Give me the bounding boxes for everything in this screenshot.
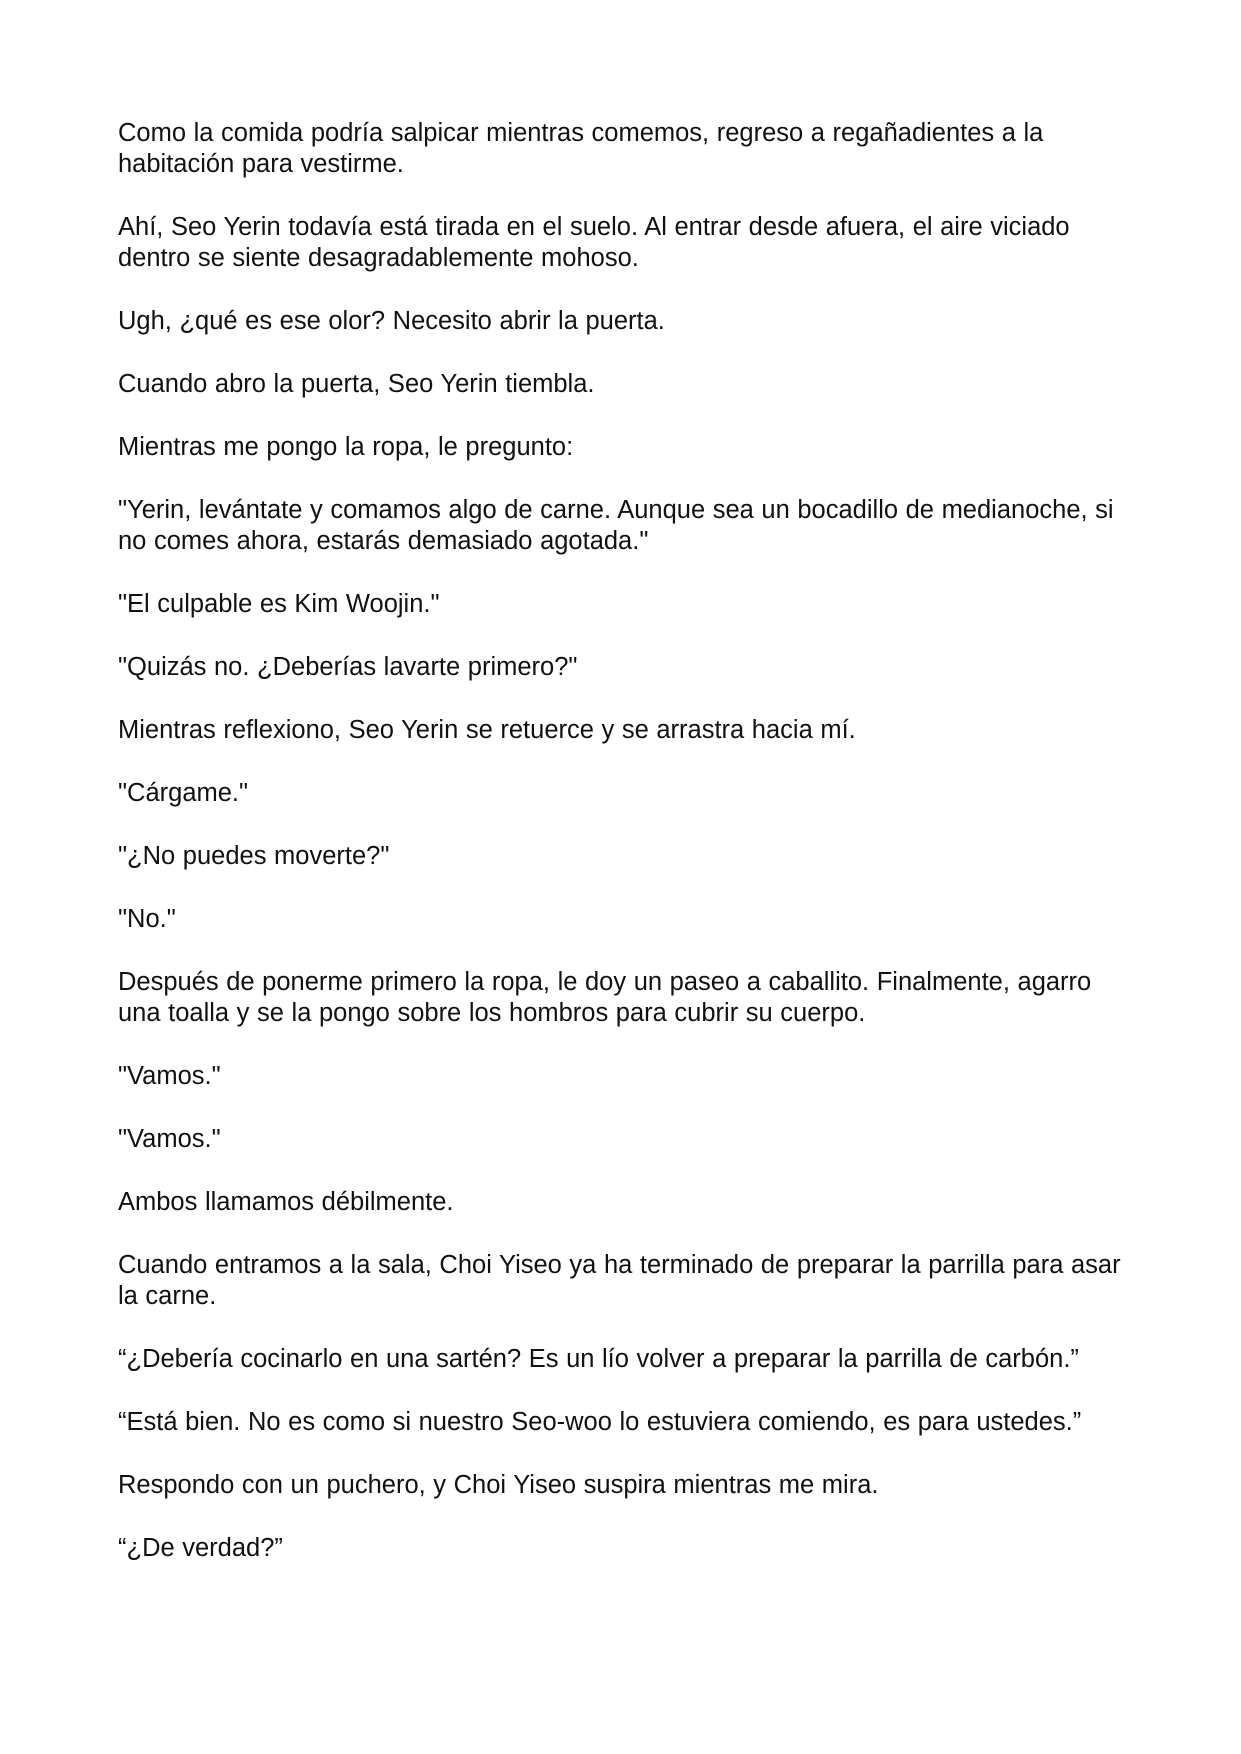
paragraph: "Vamos." bbox=[118, 1125, 221, 1153]
paragraph: "No." bbox=[118, 905, 176, 933]
paragraph: "El culpable es Kim Woojin." bbox=[118, 590, 440, 618]
paragraph: Como la comida podría salpicar mientras comemos, regreso a regañadientes a la habitación para vestirme. bbox=[118, 119, 1044, 178]
paragraph: Ambos llamamos débilmente. bbox=[118, 1188, 454, 1216]
paragraph: "Vamos." bbox=[118, 1062, 221, 1090]
paragraph: "Yerin, levántate y comamos algo de carne. Aunque sea un bocadillo de medianoche, si no comes ahora, estarás demasiado agotada." bbox=[118, 496, 1114, 555]
paragraph: Ahí, Seo Yerin todavía está tirada en el suelo. Al entrar desde afuera, el aire viciado dentro se siente desagradablemente mohoso. bbox=[118, 213, 1070, 272]
paragraph: Respondo con un puchero, y Choi Yiseo suspira mientras me mira. bbox=[118, 1471, 879, 1499]
paragraph: Mientras reflexiono, Seo Yerin se retuerce y se arrastra hacia mí. bbox=[118, 716, 856, 744]
paragraph: Cuando abro la puerta, Seo Yerin tiembla. bbox=[118, 370, 595, 398]
paragraph: “¿Debería cocinarlo en una sartén? Es un lío volver a preparar la parrilla de carbón.” bbox=[118, 1345, 1079, 1373]
document-body bbox=[118, 118, 1128, 1596]
paragraph: Cuando entramos a la sala, Choi Yiseo ya ha terminado de preparar la parrilla para asar la carne. bbox=[118, 1251, 1121, 1310]
paragraph: "Quizás no. ¿Deberías lavarte primero?" bbox=[118, 653, 578, 681]
paragraph: Después de ponerme primero la ropa, le doy un paseo a caballito. Finalmente, agarro una toalla y se la pongo sobre los hombros para cubrir su cuerpo. bbox=[118, 968, 1092, 1027]
paragraph: “¿De verdad?” bbox=[118, 1534, 283, 1562]
paragraph: Mientras me pongo la ropa, le pregunto: bbox=[118, 433, 574, 461]
paragraph: Ugh, ¿qué es ese olor? Necesito abrir la puerta. bbox=[118, 307, 665, 335]
paragraph: “Está bien. No es como si nuestro Seo-woo lo estuviera comiendo, es para ustedes.” bbox=[118, 1408, 1082, 1436]
paragraph: "Cárgame." bbox=[118, 779, 249, 807]
paragraph: "¿No puedes moverte?" bbox=[118, 842, 390, 870]
